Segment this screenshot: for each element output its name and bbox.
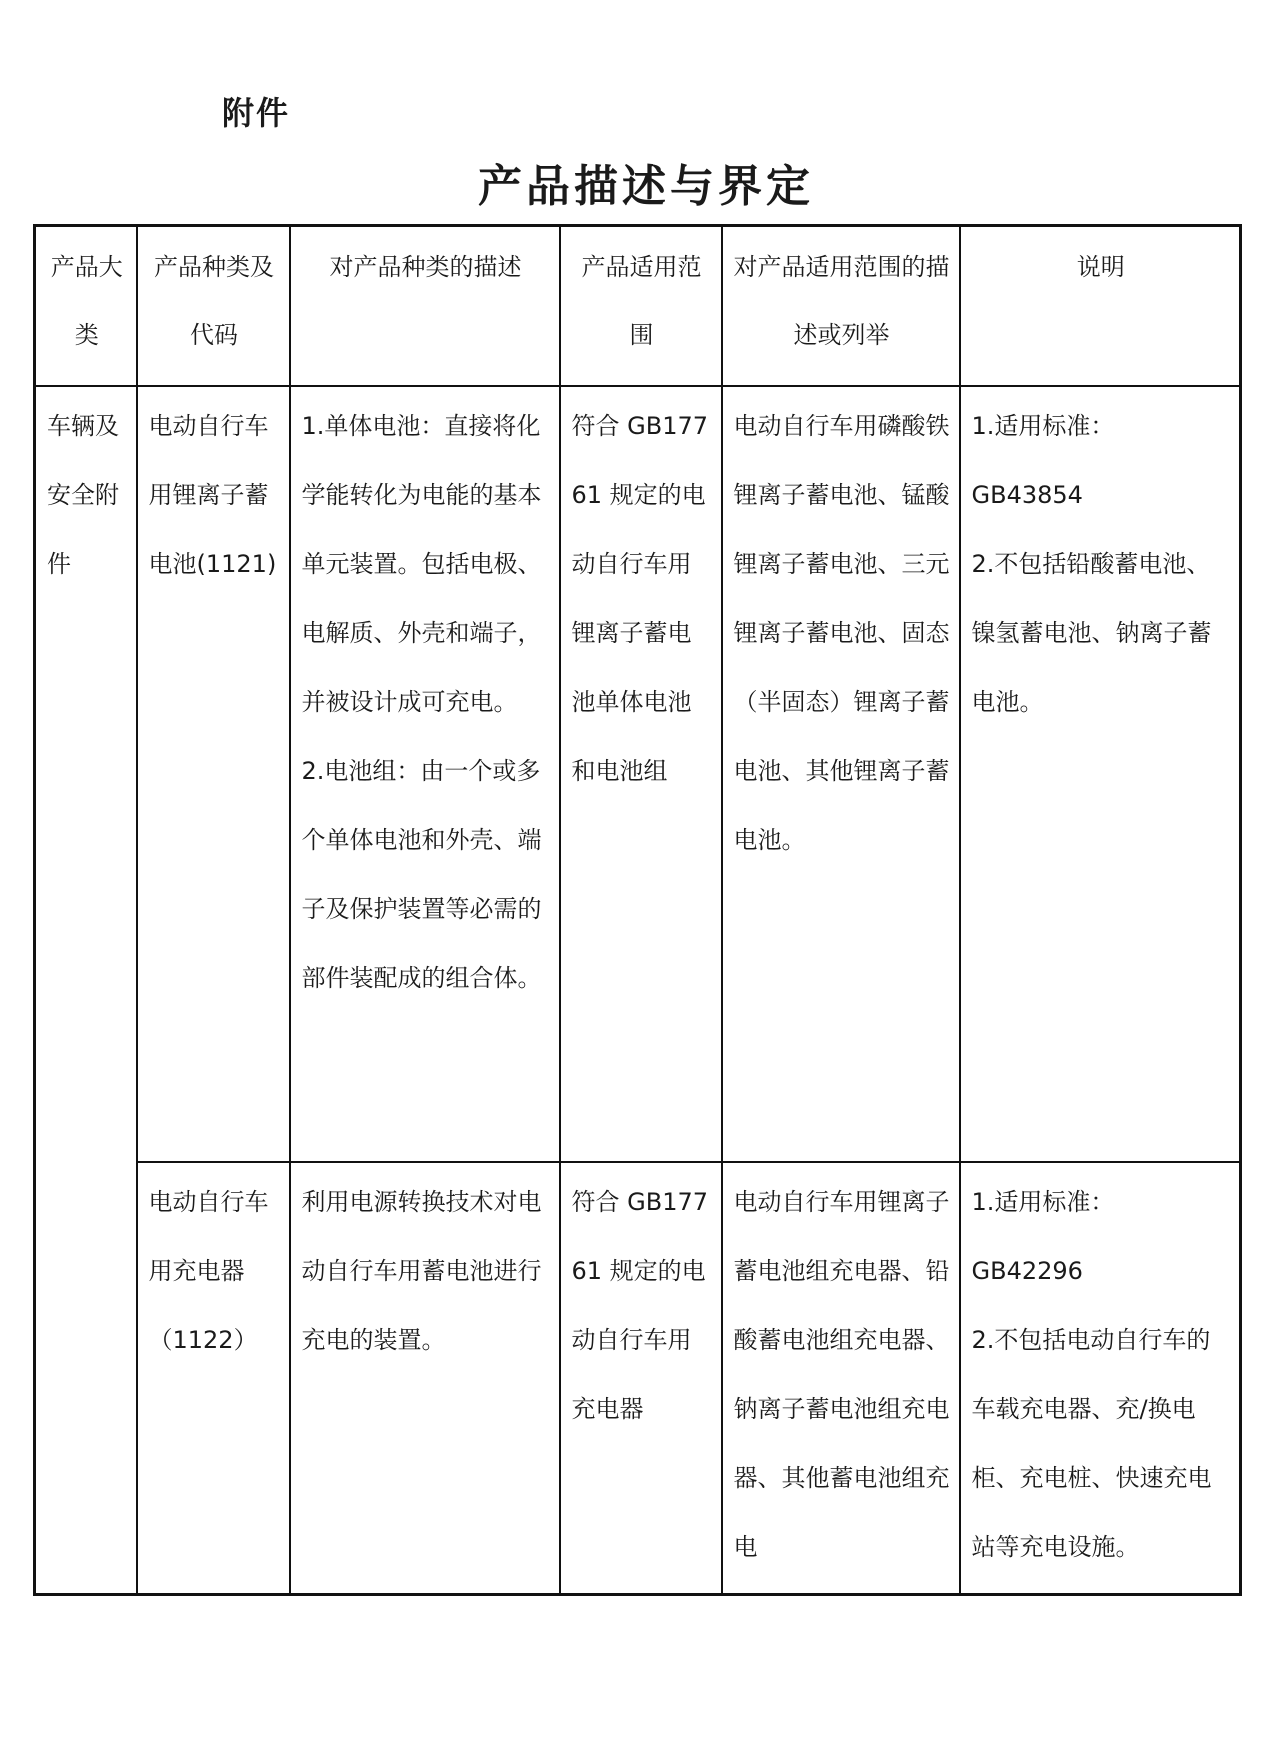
notes-cell [960, 386, 1241, 1162]
product-type-cell: 电动自行车用锂离子蓄电池(1121) [137, 386, 290, 1162]
scope-cell: 符合 GB17761 规定的电动自行车用锂离子蓄电池单体电池和电池组 [560, 386, 722, 1162]
type-description-cell: 利用电源转换技术对电动自行车用蓄电池进行充电的装置。 [290, 1162, 560, 1595]
note-line: 2.不包括电动自行车的车载充电器、充/换电柜、充电桩、快速充电站等充电设施。 [971, 1325, 1212, 1561]
note-line: 1.适用标准： [971, 411, 1115, 440]
notes-cell [960, 1162, 1241, 1595]
description-item: 2.电池组：由一个或多个单体电池和外壳、端子及保护装置等必需的部件装配成的组合体。 [301, 756, 542, 992]
header-type-code: 产品种类及代码 [137, 226, 290, 386]
note-line: 2.不包括铅酸蓄电池、镍氢蓄电池、钠离子蓄电池。 [971, 549, 1212, 716]
table-row [35, 1162, 1241, 1595]
product-table [33, 224, 1242, 1596]
header-scope-description: 对产品适用范围的描述或列举 [722, 226, 960, 386]
header-row [35, 226, 1241, 386]
page-title: 产品描述与界定 [478, 161, 814, 212]
attachment-label: 附件 [222, 94, 291, 132]
scope-list-cell: 电动自行车用锂离子蓄电池组充电器、铅酸蓄电池组充电器、钠离子蓄电池组充电器、其他蓄电池组充电 [722, 1162, 960, 1595]
description-item: 1.单体电池：直接将化学能转化为电能的基本单元装置。包括电极、电解质、外壳和端子，并被设计成可充电。 [301, 411, 542, 716]
product-type-cell: 电动自行车用充电器（1122） [137, 1162, 290, 1595]
table-row [35, 386, 1241, 1162]
note-line: GB43854 [971, 480, 1083, 509]
header-scope: 产品适用范围 [560, 226, 722, 386]
scope-cell: 符合 GB17761 规定的电动自行车用充电器 [560, 1162, 722, 1595]
note-line: 1.适用标准： [971, 1187, 1115, 1216]
note-line: GB42296 [971, 1256, 1083, 1285]
header-category: 产品大类 [35, 226, 137, 386]
type-description-cell [290, 386, 560, 1162]
header-type-description: 对产品种类的描述 [290, 226, 560, 386]
category-cell: 车辆及安全附件 [35, 386, 137, 1595]
header-notes: 说明 [960, 226, 1241, 386]
scope-list-cell: 电动自行车用磷酸铁锂离子蓄电池、锰酸锂离子蓄电池、三元锂离子蓄电池、固态（半固态）锂离子蓄电池、其他锂离子蓄电池。 [722, 386, 960, 1162]
